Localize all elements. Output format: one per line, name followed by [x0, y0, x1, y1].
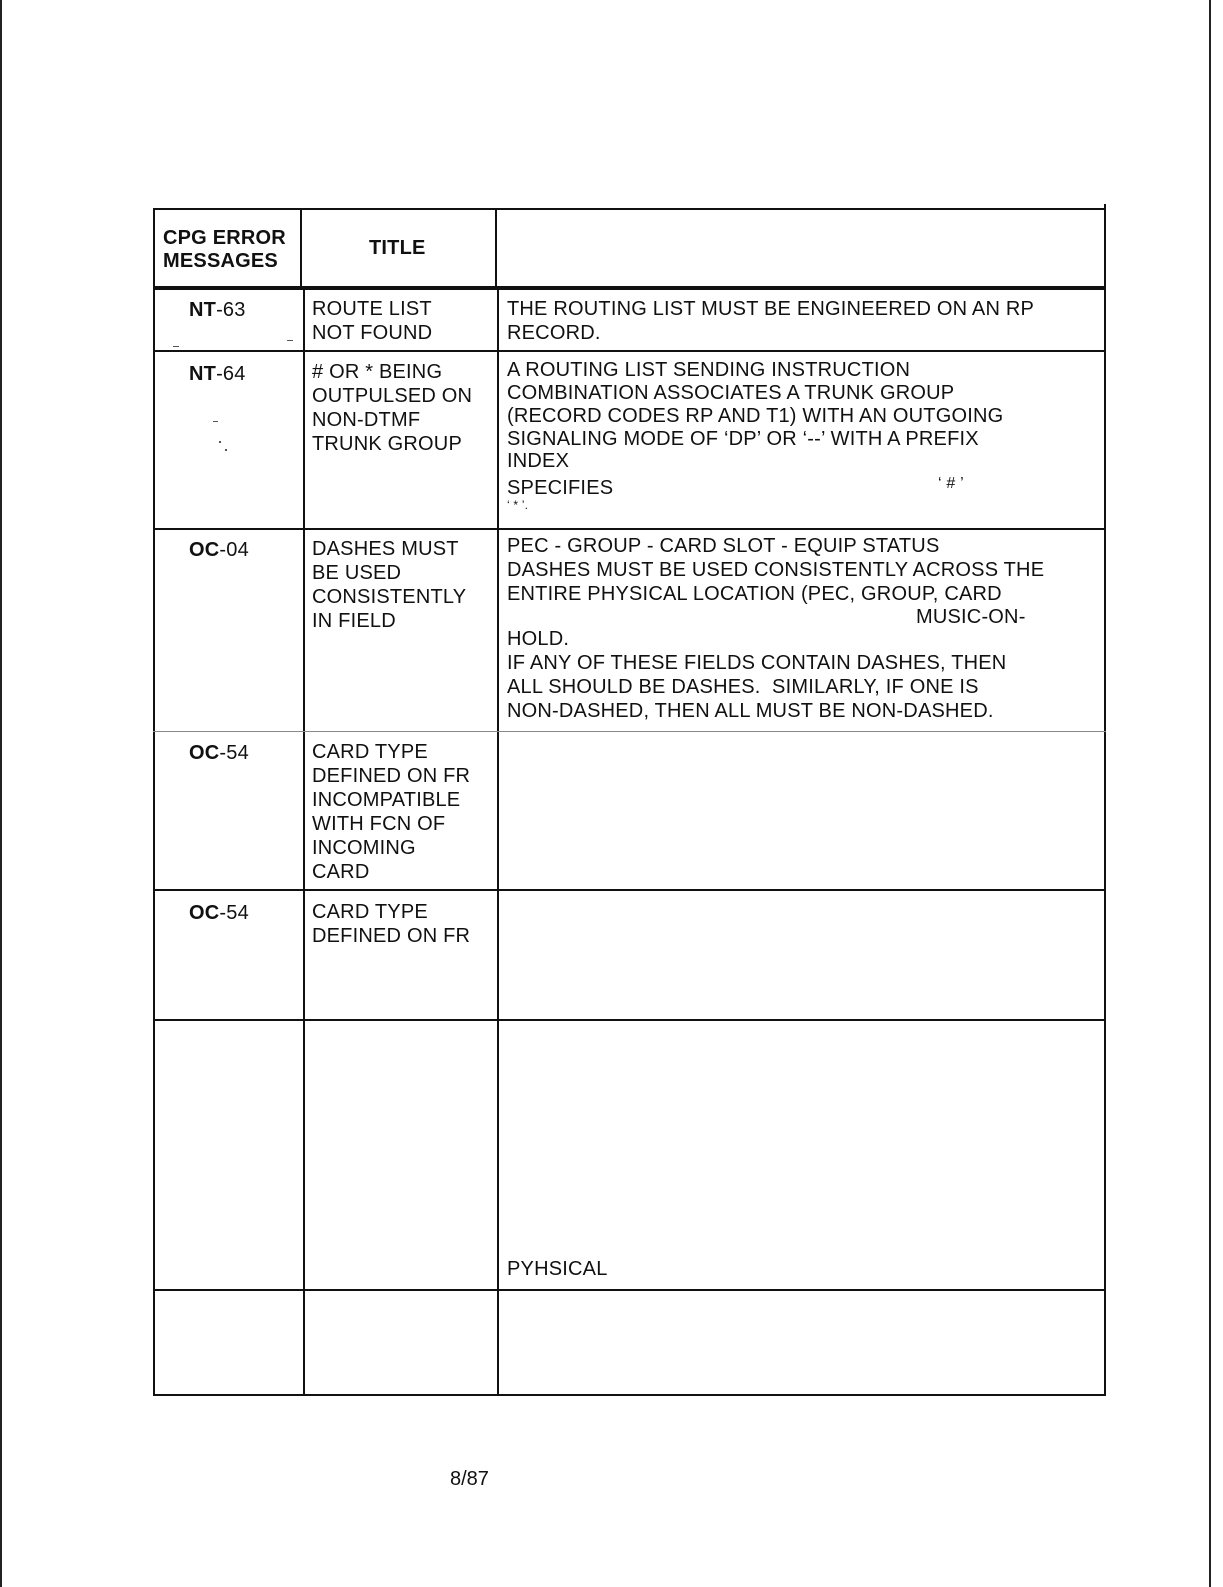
row-divider [153, 528, 1106, 530]
page-right-edge [1209, 0, 1211, 1587]
table-border-right [1104, 204, 1106, 1396]
col-divider [495, 210, 497, 288]
error-code: OC-54 [189, 742, 249, 764]
header-col1: CPG ERROR MESSAGES [163, 227, 286, 272]
page-number: 8/87 [450, 1468, 489, 1490]
row-description-specifies: SPECIFIES [507, 477, 614, 499]
scan-speck [287, 340, 293, 341]
page-left-edge [0, 0, 2, 1587]
row-title: CARD TYPE DEFINED ON FR [312, 901, 471, 947]
row-description-index: INDEX [507, 450, 570, 472]
header-underline [153, 286, 1106, 290]
row-description: A ROUTING LIST SENDING INSTRUCTION COMBINATION ASSOCIATES A TRUNK GROUP (RECORD CODES RP AND T1) WITH AN OUTGOING SIGNALING MODE OF ‘DP’ OR ‘--’ WITH A PREFIX [507, 359, 1004, 450]
header-col2: TITLE [369, 237, 426, 259]
col-divider [497, 290, 499, 1396]
scan-speck [173, 346, 179, 347]
scan-speck [213, 421, 218, 422]
col-divider [300, 210, 302, 288]
table-border-bottom [153, 1394, 1106, 1396]
row-title: CARD TYPE DEFINED ON FR INCOMPATIBLE WITH FCN OF INCOMING CARD [312, 741, 471, 883]
error-code: OC-54 [189, 902, 249, 924]
error-code: OC-04 [189, 539, 249, 561]
row-description-hash: ‘ # ’ [938, 475, 964, 492]
error-code: NT-64 [189, 363, 246, 385]
row-title: # OR * BEING OUTPULSED ON NON-DTMF TRUNK GROUP [312, 361, 473, 455]
row-title: DASHES MUST BE USED CONSISTENTLY IN FIELD [312, 538, 467, 632]
scan-speck [219, 441, 221, 443]
scan-speck [225, 449, 227, 451]
row-description: THE ROUTING LIST MUST BE ENGINEERED ON AN RP RECORD. [507, 298, 1035, 344]
col-divider [303, 290, 305, 1396]
row-divider [153, 1289, 1106, 1291]
row-description-moh: MUSIC-ON- [916, 606, 1026, 628]
table-border-top [153, 208, 1106, 210]
row-description-star: ‘ * ’. [507, 498, 529, 512]
error-code: NT-63 [189, 299, 246, 321]
row-description-cont: HOLD. IF ANY OF THESE FIELDS CONTAIN DASHES, THEN ALL SHOULD BE DASHES. SIMILARLY, IF ONE IS NON-DASHED, THEN ALL MUST BE NON-DASHED. [507, 628, 1007, 722]
row-divider [153, 1019, 1106, 1021]
row-divider [153, 889, 1106, 891]
row-divider [153, 350, 1106, 352]
row-description: PEC - GROUP - CARD SLOT - EQUIP STATUS DASHES MUST BE USED CONSISTENTLY ACROSS THE ENTIRE PHYSICAL LOCATION (PEC, GROUP, CARD [507, 535, 1045, 605]
row-divider [153, 731, 1106, 732]
row-description-bottom: PYHSICAL [507, 1258, 608, 1280]
table-border-left [153, 210, 155, 1396]
row-title: ROUTE LIST NOT FOUND [312, 298, 433, 344]
